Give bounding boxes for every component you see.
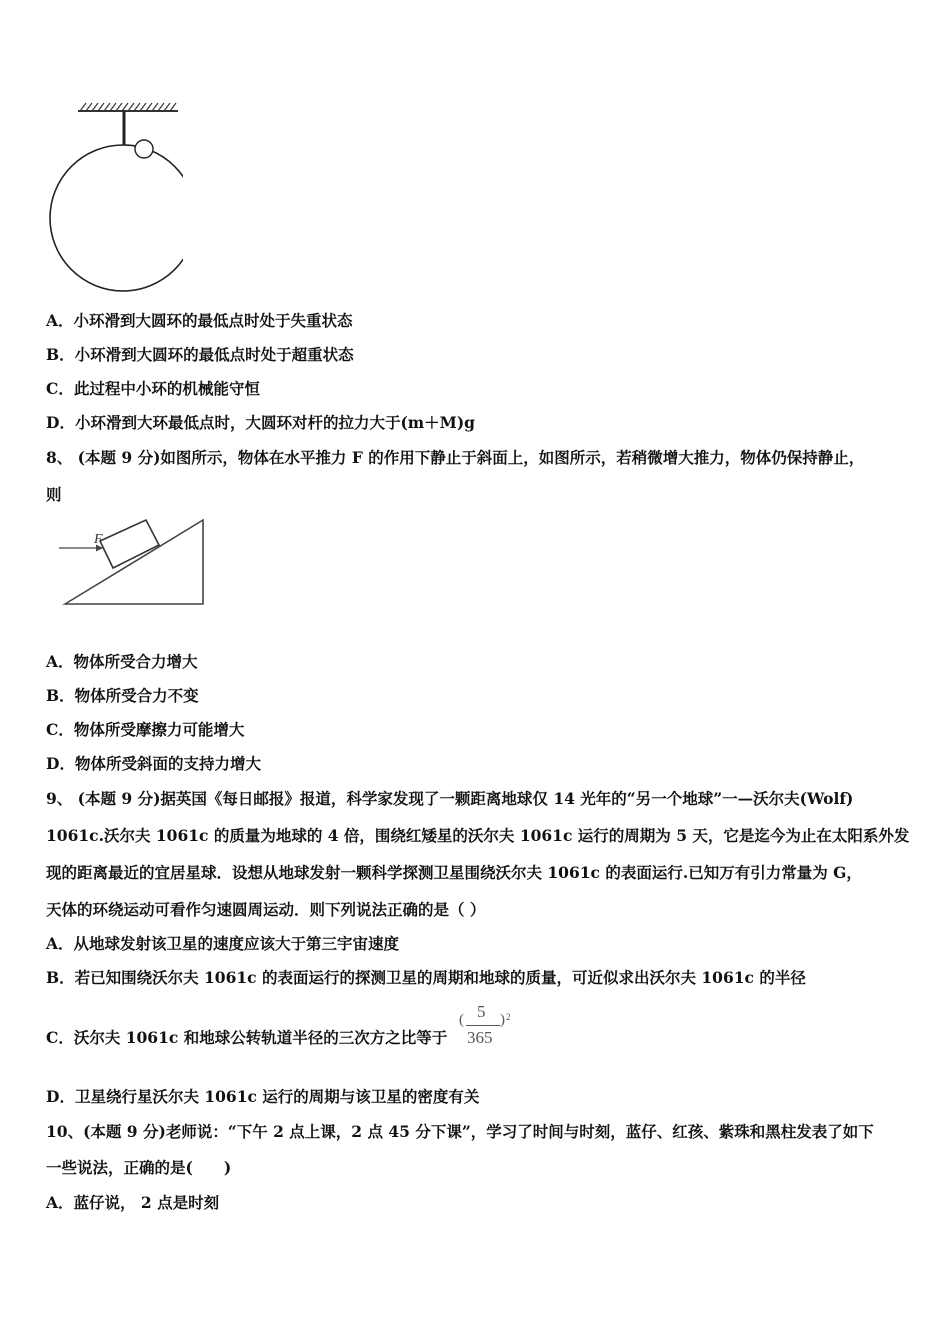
incline-block-figure [55, 512, 210, 612]
q7-option-c: C．此过程中小环的机械能守恒 [46, 379, 260, 398]
formula-denominator: 365 [467, 1028, 493, 1047]
q8-option-a: A．物体所受合力增大 [46, 652, 198, 671]
q9-stem-line-4: 天体的环绕运动可看作匀速圆周运动．则下列说法正确的是（ ） [46, 900, 486, 919]
formula-numerator: 5 [477, 1002, 486, 1021]
ceiling-hatch [78, 103, 178, 111]
q8-option-b: B．物体所受合力不变 [46, 686, 199, 705]
q10-stem-line-2: 一些说法，正确的是( ) [46, 1158, 232, 1177]
q8-stem-line-1: 8、 (本题 9 分)如图所示，物体在水平推力 F 的作用下静止于斜面上，如图所示，若稍微增大推力，物体仍保持静止， [46, 448, 865, 467]
force-label: F [94, 532, 103, 547]
q8-stem-line-2: 则 [46, 485, 62, 504]
formula-close-paren: ) [500, 1012, 505, 1028]
q7-option-a: A．小环滑到大圆环的最低点时处于失重状态 [46, 311, 353, 330]
q9-option-d: D．卫星绕行星沃尔夫 1061c 运行的周期与该卫星的密度有关 [46, 1087, 480, 1106]
hanging-ring-figure [48, 98, 183, 298]
small-ring [135, 140, 153, 158]
block [100, 520, 159, 568]
q9-stem-line-2: 1061c.沃尔夫 1061c 的质量为地球的 4 倍，围绕红矮星的沃尔夫 1061c 运行的周期为 5 天，它是迄今为止在太阳系外发 [46, 826, 910, 845]
q10-option-a: A．蓝仔说， 2 点是时刻 [46, 1193, 220, 1212]
q9-option-c: C．沃尔夫 1061c 和地球公转轨道半径的三次方之比等于 [46, 1028, 448, 1047]
formula-fraction-bar [466, 1025, 500, 1026]
q9-formula [459, 1001, 519, 1051]
large-ring [50, 145, 183, 291]
q9-option-a: A．从地球发射该卫星的速度应该大于第三宇宙速度 [46, 934, 400, 953]
q10-stem-line-1: 10、(本题 9 分)老师说：“下午 2 点上课，2 点 45 分下课”，学习了时间与时刻，蓝仔、红孩、紫珠和黑柱发表了如下 [46, 1122, 874, 1141]
formula-exponent: 2 [506, 1012, 511, 1022]
q9-stem-line-3: 现的距离最近的宜居星球．设想从地球发射一颗科学探测卫星围绕沃尔夫 1061c 的表面运行.已知万有引力常量为 G， [46, 863, 862, 882]
q9-option-b: B．若已知围绕沃尔夫 1061c 的表面运行的探测卫星的周期和地球的质量，可近似求出沃尔夫 1061c 的半径 [46, 968, 806, 987]
q7-option-d: D．小环滑到大环最低点时，大圆环对杆的拉力大于(m＋M)g [46, 413, 476, 432]
q8-option-c: C．物体所受摩擦力可能增大 [46, 720, 245, 739]
formula-open-paren: ( [459, 1012, 464, 1028]
q9-stem-line-1: 9、 (本题 9 分)据英国《每日邮报》报道，科学家发现了一颗距离地球仅 14 光年的“另一个地球”一—沃尔夫(Wolf) [46, 789, 854, 808]
q7-option-b: B．小环滑到大圆环的最低点时处于超重状态 [46, 345, 354, 364]
q8-option-d: D．物体所受斜面的支持力增大 [46, 754, 261, 773]
